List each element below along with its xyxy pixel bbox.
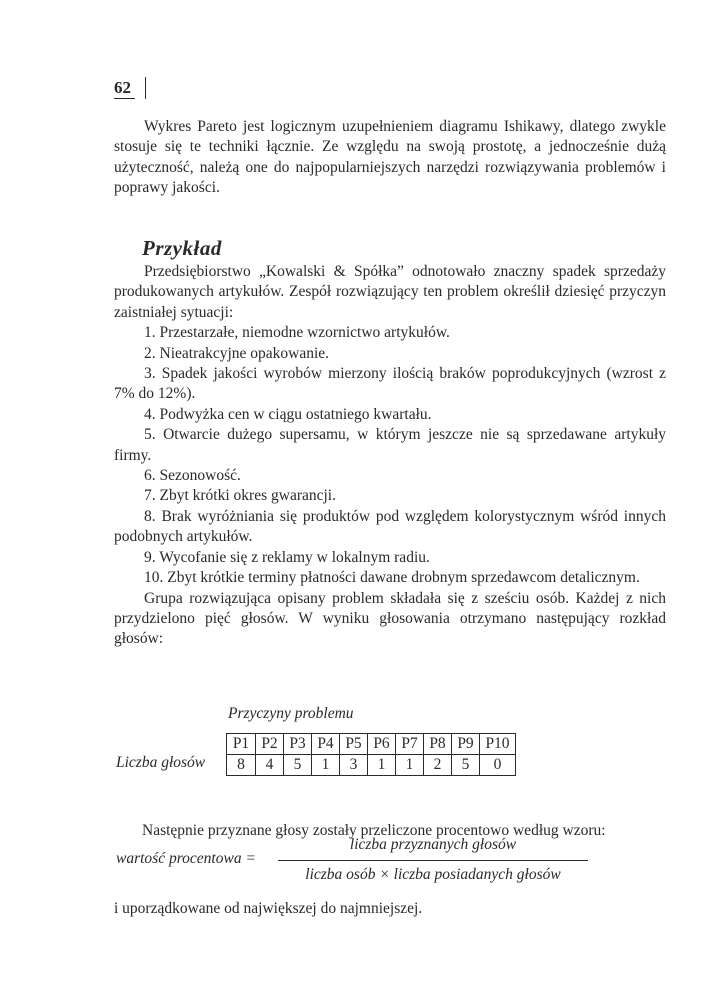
- table-header-cell: P7: [396, 734, 424, 755]
- table-vote-cell: 5: [284, 755, 312, 776]
- table-vote-cell: 4: [256, 755, 284, 776]
- cause-item: 6. Sezonowość.: [144, 467, 241, 485]
- table-header-cell: P6: [368, 734, 396, 755]
- table-header-cell: P8: [424, 734, 452, 755]
- cause-item: 8. Brak wyróżniania się produktów pod względem kolorystycznym wśród innych podobnych artykułów.: [114, 507, 666, 546]
- cause-item: 2. Nieatrakcyjne opakowanie.: [144, 344, 330, 362]
- cause-item: 5. Otwarcie dużego supersamu, w którym jeszcze nie są sprzedawane artykuły firmy.: [114, 426, 666, 464]
- cause-item: 3. Spadek jakości wyrobów mierzony ilością braków poprodukcyjnych (wzrost z 7% do 12%).: [114, 365, 666, 403]
- page-number-rule: [145, 77, 146, 99]
- table-header-cell: P4: [312, 734, 340, 755]
- intro-paragraph-block: [114, 117, 666, 199]
- group-paragraph: Grupa rozwiązująca opisany problem składała się z sześciu osób. Każdej z nich przydzielono pięć głosów. W wyniku głosowania otrzymano następujący rozkład głosów:: [114, 589, 666, 648]
- table-vote-cell: 1: [368, 755, 396, 776]
- table-caption: Przyczyny problemu: [228, 705, 354, 722]
- table-vote-cell: 0: [480, 755, 516, 776]
- table-header-cell: P10: [480, 734, 516, 755]
- cause-item: 9. Wycofanie się z reklamy w lokalnym radiu.: [144, 548, 430, 566]
- table-header-row: [227, 734, 516, 755]
- table-header-cell: P2: [256, 734, 284, 755]
- table-row-label: Liczba głosów: [116, 754, 206, 771]
- table-vote-cell: 2: [424, 755, 452, 776]
- formula-denominator: liczba osób × liczba posiadanych głosów: [305, 866, 561, 883]
- formula-intro: Następnie przyznane głosy zostały przeliczone procentowo według wzoru:: [142, 822, 606, 839]
- final-sentence: i uporządkowane od największej do najmniejszej.: [114, 900, 423, 917]
- formula-fraction-bar: [278, 860, 588, 861]
- table-vote-cell: 5: [452, 755, 480, 776]
- table-header-cell: P3: [284, 734, 312, 755]
- votes-table: [226, 733, 516, 776]
- section-heading: Przykład: [142, 236, 222, 260]
- cause-item: 4. Podwyżka cen w ciągu ostatniego kwartału.: [144, 405, 432, 423]
- table-vote-cell: 8: [227, 755, 256, 776]
- table-votes-row: [227, 755, 516, 776]
- table-vote-cell: 1: [396, 755, 424, 776]
- intro-paragraph: Wykres Pareto jest logicznym uzupełnieniem diagramu Ishikawy, dlatego zwykle stosuje się te techniki łącznie. Ze względu na swoją prostotę, a jednocześnie dużą użyteczność, należą one do najpopularniejszych narzędzi rozwiązywania problemów i poprawy jakości.: [114, 118, 666, 197]
- formula-left-side: wartość procentowa =: [116, 850, 256, 867]
- cause-item: 1. Przestarzałe, niemodne wzornictwo artykułów.: [144, 324, 450, 342]
- table-header-cell: P1: [227, 734, 256, 755]
- formula-numerator: liczba przyznanych głosów: [349, 836, 517, 853]
- table-vote-cell: 1: [312, 755, 340, 776]
- page-number: 62: [114, 78, 135, 99]
- example-block: [114, 262, 666, 650]
- table-vote-cell: 3: [340, 755, 368, 776]
- table-header-cell: P5: [340, 734, 368, 755]
- cause-item: 7. Zbyt krótki okres gwarancji.: [144, 487, 336, 505]
- table-header-cell: P9: [452, 734, 480, 755]
- cause-item: 10. Zbyt krótkie terminy płatności dawane drobnym sprzedawcom detalicznym.: [144, 569, 640, 587]
- example-intro: Przedsiębiorstwo „Kowalski & Spółka” odnotowało znaczny spadek sprzedaży produkowanych artykułów. Zespół rozwiązujący ten problem określił dziesięć przyczyn zaistniałej sytuacji:: [114, 263, 666, 321]
